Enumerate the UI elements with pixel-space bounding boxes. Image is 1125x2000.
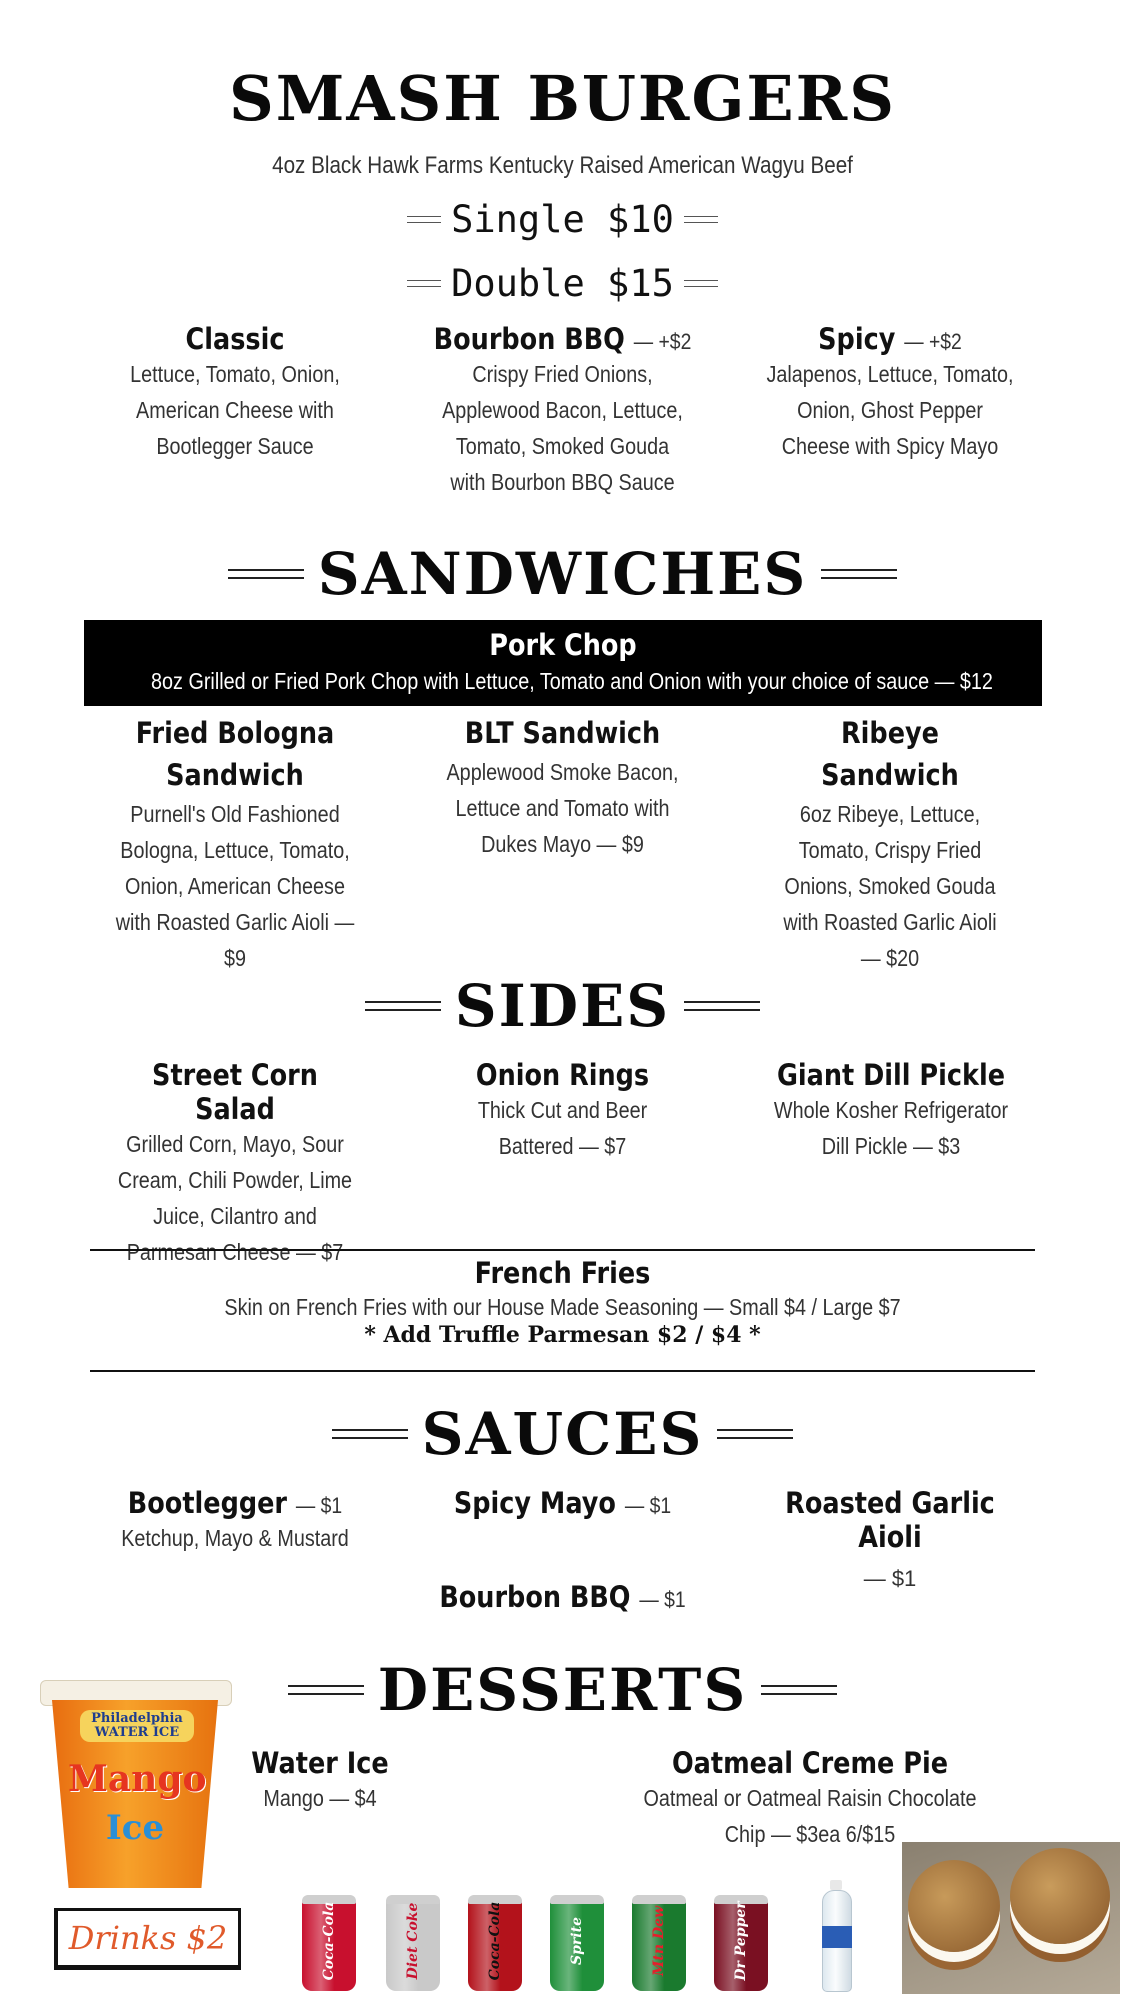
divider-line xyxy=(407,280,441,287)
divider-line xyxy=(717,1429,793,1439)
sides-header xyxy=(0,972,1125,1040)
cup-word: Ice xyxy=(105,1808,165,1848)
item-name: Roasted Garlic Aioli xyxy=(785,1486,995,1554)
item-description: Jalapenos, Lettuce, Tomato, Onion, Ghost Pepper Cheese with Spicy Mayo xyxy=(766,361,1014,459)
sprite-can-icon xyxy=(550,1895,604,1991)
item-name: Fried Bologna Sandwich xyxy=(135,716,335,792)
side-dill-pickle xyxy=(750,1058,1032,1164)
oatmeal-creme-pie-image xyxy=(902,1842,1120,1994)
item-name: Street Corn Salad xyxy=(152,1058,318,1126)
item-name: Bourbon BBQ xyxy=(433,322,625,356)
item-description: Crispy Fried Onions, Applewood Bacon, Lettuce, Tomato, Smoked Gouda with Bourbon BBQ Sauce xyxy=(442,361,683,495)
cup-flavor: Mango xyxy=(68,1758,207,1800)
sandwiches-header xyxy=(0,540,1125,608)
divider-line xyxy=(761,1685,837,1695)
can-label: Dr Pepper xyxy=(733,1901,749,1981)
can-label: Coca-Cola xyxy=(321,1901,337,1981)
smash-burgers-title: SMASH BURGERS xyxy=(229,62,896,135)
can-label: Coca-Cola xyxy=(487,1901,503,1981)
item-name: BLT Sandwich xyxy=(464,716,661,750)
item-price: — $1 xyxy=(863,1566,917,1591)
item-name: Water Ice xyxy=(251,1746,389,1780)
item-upcharge: — +$2 xyxy=(633,329,692,354)
divider-line xyxy=(684,216,718,223)
sauce-roasted-garlic-aioli xyxy=(745,1486,1035,1592)
featured-description: 8oz Grilled or Fried Pork Chop with Lettuce, Tomato and Onion with your choice of sauce — $12 xyxy=(151,668,993,694)
item-description: Thick Cut and Beer Battered — $7 xyxy=(477,1097,648,1159)
item-description: 6oz Ribeye, Lettuce, Tomato, Crispy Fried Onions, Smoked Gouda with Roasted Garlic Aioli — $20 xyxy=(783,801,997,971)
water-ice-cup-image xyxy=(40,1680,230,1890)
water-bottle-icon xyxy=(816,1880,856,1992)
item-description: Lettuce, Tomato, Onion, American Cheese with Bootlegger Sauce xyxy=(130,361,340,459)
sauces-header xyxy=(0,1400,1125,1468)
single-price-row xyxy=(0,198,1125,241)
smash-burgers-subtitle: 4oz Black Hawk Farms Kentucky Raised American Wagyu Beef xyxy=(272,152,853,179)
burger-classic xyxy=(95,322,375,464)
drinks-label: Drinks $2 xyxy=(68,1919,228,1957)
item-name: Bourbon BBQ xyxy=(439,1580,631,1614)
item-description: Applewood Smoke Bacon, Lettuce and Tomato with Dukes Mayo — $9 xyxy=(446,759,679,857)
divider-line xyxy=(821,569,897,579)
item-description: Ketchup, Mayo & Mustard xyxy=(121,1525,349,1551)
item-name: Ribeye Sandwich xyxy=(821,716,959,792)
mountain-dew-can-icon xyxy=(632,1895,686,1991)
double-price-row xyxy=(0,262,1125,305)
dr-pepper-can-icon xyxy=(714,1895,768,1991)
single-price: Single $10 xyxy=(451,198,674,241)
sandwiches-title: SANDWICHES xyxy=(317,540,808,608)
divider-line xyxy=(228,569,304,579)
divider-line xyxy=(407,216,441,223)
can-label: Sprite xyxy=(569,1917,585,1965)
item-name: Spicy Mayo xyxy=(453,1486,616,1520)
fries-addon: * Add Truffle Parmesan $2 / $4 * xyxy=(364,1322,761,1348)
item-description: Skin on French Fries with our House Made Seasoning — Small $4 / Large $7 xyxy=(224,1294,901,1320)
desserts-title: DESSERTS xyxy=(377,1656,748,1724)
sides-title: SIDES xyxy=(454,972,671,1040)
item-name: Oatmeal Creme Pie xyxy=(671,1746,949,1780)
item-description: Oatmeal or Oatmeal Raisin Chocolate Chip — $3ea 6/$15 xyxy=(643,1785,977,1847)
sauce-bourbon-bbq xyxy=(0,1580,1125,1614)
burger-spicy xyxy=(745,322,1035,464)
sauce-spicy-mayo xyxy=(425,1486,700,1520)
item-description: Whole Kosher Refrigerator Dill Pickle — $3 xyxy=(773,1097,1009,1159)
sandwich-fried-bologna xyxy=(95,712,375,976)
sandwich-blt xyxy=(415,712,710,862)
item-name: Onion Rings xyxy=(475,1058,650,1092)
side-onion-rings xyxy=(425,1058,700,1164)
item-price: — $1 xyxy=(295,1493,343,1518)
diet-coke-can-icon xyxy=(386,1895,440,1991)
coca-cola-can-icon xyxy=(302,1895,356,1991)
double-price: Double $15 xyxy=(451,262,674,305)
divider-line xyxy=(684,1001,760,1011)
divider-line xyxy=(288,1685,364,1695)
dessert-water-ice xyxy=(230,1746,410,1816)
side-street-corn xyxy=(95,1058,375,1270)
can-label: Mtn Dew xyxy=(651,1905,667,1977)
side-french-fries xyxy=(0,1256,1125,1348)
item-price: — $1 xyxy=(639,1587,686,1612)
sandwich-ribeye xyxy=(755,712,1025,976)
burger-bourbon-bbq xyxy=(415,322,710,500)
divider-line xyxy=(90,1249,1035,1251)
item-upcharge: — +$2 xyxy=(904,329,962,354)
coke-zero-can-icon xyxy=(468,1895,522,1991)
item-name: Spicy xyxy=(818,322,896,356)
item-price: — $1 xyxy=(624,1493,672,1518)
divider-line xyxy=(332,1429,408,1439)
divider-line xyxy=(90,1370,1035,1372)
item-name: Bootlegger xyxy=(127,1486,288,1520)
item-name: Classic xyxy=(185,322,285,356)
item-description: Grilled Corn, Mayo, Sour Cream, Chili Powder, Lime Juice, Cilantro and Parmesan Cheese — $7 xyxy=(117,1131,353,1265)
divider-line xyxy=(684,280,718,287)
featured-pork-chop xyxy=(84,620,1042,706)
drinks-label-box xyxy=(54,1908,241,1970)
can-label: Diet Coke xyxy=(405,1902,421,1980)
divider-line xyxy=(365,1001,441,1011)
dessert-oatmeal-creme-pie xyxy=(598,1746,1022,1852)
item-name: Giant Dill Pickle xyxy=(776,1058,1006,1092)
sauce-bootlegger xyxy=(95,1486,375,1556)
item-description: Mango — $4 xyxy=(263,1785,377,1811)
item-description: Purnell's Old Fashioned Bologna, Lettuce, Tomato, Onion, American Cheese with Roasted Garlic Aioli — $9 xyxy=(115,801,355,971)
cup-brand: Philadelphia WATER ICE xyxy=(80,1710,194,1742)
featured-name: Pork Chop xyxy=(489,628,637,662)
sauces-title: SAUCES xyxy=(421,1400,704,1468)
item-name: French Fries xyxy=(474,1256,651,1290)
